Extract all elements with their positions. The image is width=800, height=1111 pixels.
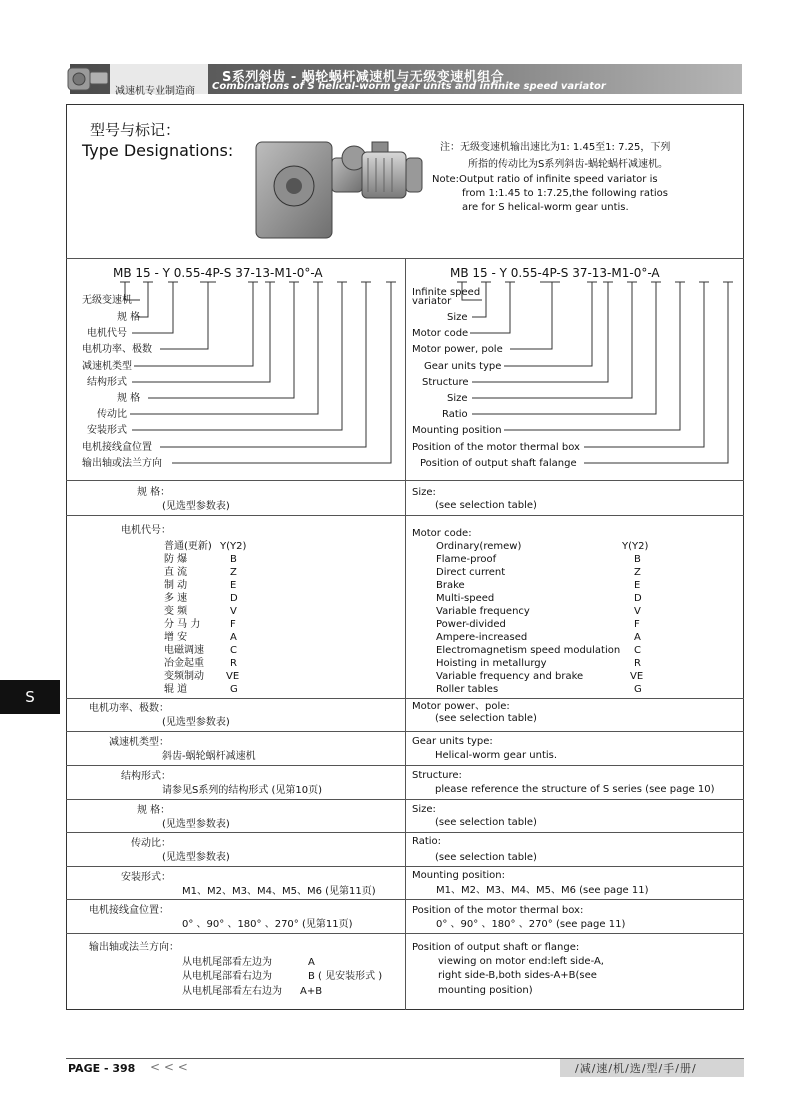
type-title-cn: 型号与标记： xyxy=(90,121,181,139)
code-label-en: Motor power, pole xyxy=(412,344,503,355)
struct-en-value: please reference the structure of S series (see page 10) xyxy=(435,784,715,795)
code-label-cn: 规 格 xyxy=(117,393,141,404)
motor-en-item: Hoisting in metallurgy xyxy=(436,658,547,669)
motor-cn-item: 变频制动 xyxy=(164,671,204,682)
motor-cn-item: 分 马 力 xyxy=(164,619,201,630)
gear-en-title: Gear units type: xyxy=(412,736,493,747)
mount-cn-title: 安装形式： xyxy=(121,872,171,883)
page-number: PAGE - 398 xyxy=(68,1062,136,1075)
box-cn-title: 电机接线盒位置： xyxy=(89,905,169,916)
struct-cn-value: 请参见S系列的结构形式 (见第10页) xyxy=(162,785,323,796)
motor-cn-code: B xyxy=(230,554,237,565)
motor-en-item: Direct current xyxy=(436,567,506,578)
motor-en-item: Power-divided xyxy=(436,619,506,630)
code-label-en: Size xyxy=(447,312,468,323)
header-title-cn: S系列斜齿 - 蜗轮蜗杆减速机与无级变速机组合 xyxy=(222,70,505,85)
code-label-en: Position of output shaft falange xyxy=(420,458,577,469)
motor-cn-code: E xyxy=(230,580,237,591)
box-en-value: 0° 、90° 、180° 、270° (see page 11) xyxy=(436,919,626,930)
motor-cn-item: 电磁调速 xyxy=(164,645,204,656)
motor-en-item: Ampere-increased xyxy=(436,632,528,643)
motor-cn-code: VE xyxy=(226,671,240,682)
motor-cn-item: 多 速 xyxy=(164,593,188,604)
motor-en-code: G xyxy=(634,684,642,695)
code-label-en: Mounting position xyxy=(412,425,502,436)
code-label-cn: 电机接线盒位置 xyxy=(82,442,152,453)
size2-cn-value: (见选型参数表) xyxy=(162,819,230,830)
motor-en-item: Brake xyxy=(436,580,465,591)
code-label-cn: 结构形式 xyxy=(87,377,127,388)
shaft-en-line: mounting position) xyxy=(438,985,533,996)
ratio-en-value: (see selection table) xyxy=(435,852,537,863)
motor-en-code: A xyxy=(634,632,641,643)
motor-cn-item: 变 频 xyxy=(164,606,188,617)
motor-en-code: VE xyxy=(630,671,644,682)
code-label-cn: 输出轴或法兰方向 xyxy=(82,458,162,469)
motor-cn-code: D xyxy=(230,593,238,604)
ratio-cn-title: 传动比： xyxy=(131,838,171,849)
size2-cn-title: 规 格： xyxy=(137,805,171,816)
motor-en-item: Variable frequency and brake xyxy=(436,671,584,682)
motor-en-code: F xyxy=(634,619,640,630)
code-label-cn: 传动比 xyxy=(97,409,127,420)
type-title-en: Type Designations: xyxy=(82,141,234,160)
mount-en-value: M1、M2、M3、M4、M5、M6 (see page 11) xyxy=(436,885,649,896)
size-en-value: (see selection table) xyxy=(435,500,537,511)
struct-en-title: Structure: xyxy=(412,770,462,781)
motor-en-code: E xyxy=(634,580,641,591)
motor-cn-code: R xyxy=(230,658,237,669)
code-example-right: MB 15 - Y 0.55-4P-S 37-13-M1-0°-A xyxy=(450,266,660,280)
motor-cn-item: 辊 道 xyxy=(164,684,188,695)
motor-cn-code: Z xyxy=(230,567,237,578)
mount-cn-value: M1、M2、M3、M4、M5、M6 (见第11页) xyxy=(182,886,376,897)
code-label-en: Motor code xyxy=(412,328,469,339)
motor-en-item: Electromagnetism speed modulation xyxy=(436,645,621,656)
motor-cn-code: A xyxy=(230,632,237,643)
shaft-en-line: right side-B,both sides-A+B(see xyxy=(438,970,597,981)
header-maker: 减速机专业制造商 xyxy=(115,86,195,97)
footer-arrows: < < < xyxy=(150,1060,188,1074)
gear-en-value: Helical-worm gear untis. xyxy=(435,750,558,761)
motor-en-item: Ordinary(remew) xyxy=(436,541,522,552)
code-label-en: Ratio xyxy=(442,409,468,420)
size-en-title: Size: xyxy=(412,487,436,498)
motor-cn-item: 冶金起重 xyxy=(164,658,204,669)
code-label-en: Infinite speed xyxy=(412,287,481,298)
mount-en-title: Mounting position: xyxy=(412,870,505,881)
motor-en-item: Multi-speed xyxy=(436,593,495,604)
ratio-cn-value: (见选型参数表) xyxy=(162,852,230,863)
motor-cn-code: V xyxy=(230,606,237,617)
shaft-en-line: viewing on motor end:left side-A, xyxy=(438,956,604,967)
shaft-cn-item: 从电机尾部看左右边为 xyxy=(182,986,282,997)
shaft-en-title: Position of output shaft or flange: xyxy=(412,942,580,953)
shaft-cn-code: A xyxy=(308,957,315,968)
code-label-en: Structure xyxy=(422,377,469,388)
motor-cn-code: G xyxy=(230,684,238,695)
motor-en-code: V xyxy=(634,606,641,617)
note-cn-1: 注：无级变速机输出速比为1: 1.45至1: 7.25，下列 xyxy=(440,142,671,153)
code-label-en: Size xyxy=(447,393,468,404)
code-label-cn: 电机功率、极数 xyxy=(82,344,152,355)
motor-cn-item: 制 动 xyxy=(164,580,188,591)
motor-en-code: Z xyxy=(634,567,641,578)
code-label-cn: 安装形式 xyxy=(87,425,127,436)
footer-manual: /减/速/机/选/型/手/册/ xyxy=(575,1062,697,1075)
code-label-en: variator xyxy=(412,296,452,307)
motor-en-code: R xyxy=(634,658,641,669)
motor-en-code: Y(Y2) xyxy=(622,541,649,552)
section-tab-s: S xyxy=(0,680,60,714)
power-en-value: (see selection table) xyxy=(435,713,537,724)
note-en-1: Note:Output ratio of infinite speed variator is xyxy=(432,174,658,185)
motor-cn-item: 防 爆 xyxy=(164,554,188,565)
motor-cn-title: 电机代号： xyxy=(121,525,171,536)
motor-cn-item: 直 流 xyxy=(164,567,188,578)
note-en-2: from 1:1.45 to 1:7.25,the following ratios xyxy=(462,188,669,199)
code-label-cn: 减速机类型 xyxy=(82,361,132,372)
shaft-cn-code: B ( 见安装形式 ) xyxy=(308,971,383,982)
code-example-left: MB 15 - Y 0.55-4P-S 37-13-M1-0°-A xyxy=(113,266,323,280)
header-title-en: Combinations of S helical-worm gear units and infinite speed variator xyxy=(212,81,606,92)
ratio-en-title: Ratio: xyxy=(412,836,442,847)
motor-en-item: Variable frequency xyxy=(436,606,530,617)
size-cn-value: (见选型参数表) xyxy=(162,501,230,512)
code-label-cn: 规 格 xyxy=(117,312,141,323)
box-en-title: Position of the motor thermal box: xyxy=(412,905,584,916)
motor-en-item: Roller tables xyxy=(436,684,499,695)
motor-en-code: C xyxy=(634,645,641,656)
power-cn-title: 电机功率、极数： xyxy=(89,703,169,714)
motor-cn-code: Y(Y2) xyxy=(220,541,247,552)
motor-en-code: B xyxy=(634,554,641,565)
shaft-cn-code: A+B xyxy=(300,986,323,997)
code-label-cn: 无级变速机 xyxy=(82,295,132,306)
size-cn-title: 规 格： xyxy=(137,487,171,498)
motor-cn-item: 普通(更新) xyxy=(164,541,212,552)
motor-en-code: D xyxy=(634,593,642,604)
motor-cn-code: C xyxy=(230,645,237,656)
power-cn-value: (见选型参数表) xyxy=(162,717,230,728)
shaft-cn-title: 输出轴或法兰方向： xyxy=(89,942,179,953)
motor-en-item: Flame-proof xyxy=(436,554,497,565)
note-cn-2: 所指的传动比为S系列斜齿-蜗轮蜗杆减速机。 xyxy=(468,159,668,170)
note-en-3: are for S helical-worm gear untis. xyxy=(462,202,629,213)
motor-en-title: Motor code: xyxy=(412,528,472,539)
power-en-title: Motor power、pole: xyxy=(412,701,510,712)
shaft-cn-item: 从电机尾部看右边为 xyxy=(182,971,272,982)
gear-cn-value: 斜齿-蜗轮蜗杆减速机 xyxy=(162,751,256,762)
code-label-en: Position of the motor thermal box xyxy=(412,442,580,453)
motor-cn-item: 增 安 xyxy=(164,632,188,643)
size2-en-value: (see selection table) xyxy=(435,817,537,828)
size2-en-title: Size: xyxy=(412,804,436,815)
gear-cn-title: 减速机类型： xyxy=(109,737,169,748)
motor-cn-code: F xyxy=(230,619,236,630)
struct-cn-title: 结构形式： xyxy=(121,771,171,782)
code-label-en: Gear units type xyxy=(424,361,502,372)
shaft-cn-item: 从电机尾部看左边为 xyxy=(182,957,272,968)
code-label-cn: 电机代号 xyxy=(87,328,127,339)
box-cn-value: 0° 、90° 、180° 、270° (见第11页) xyxy=(182,919,353,930)
